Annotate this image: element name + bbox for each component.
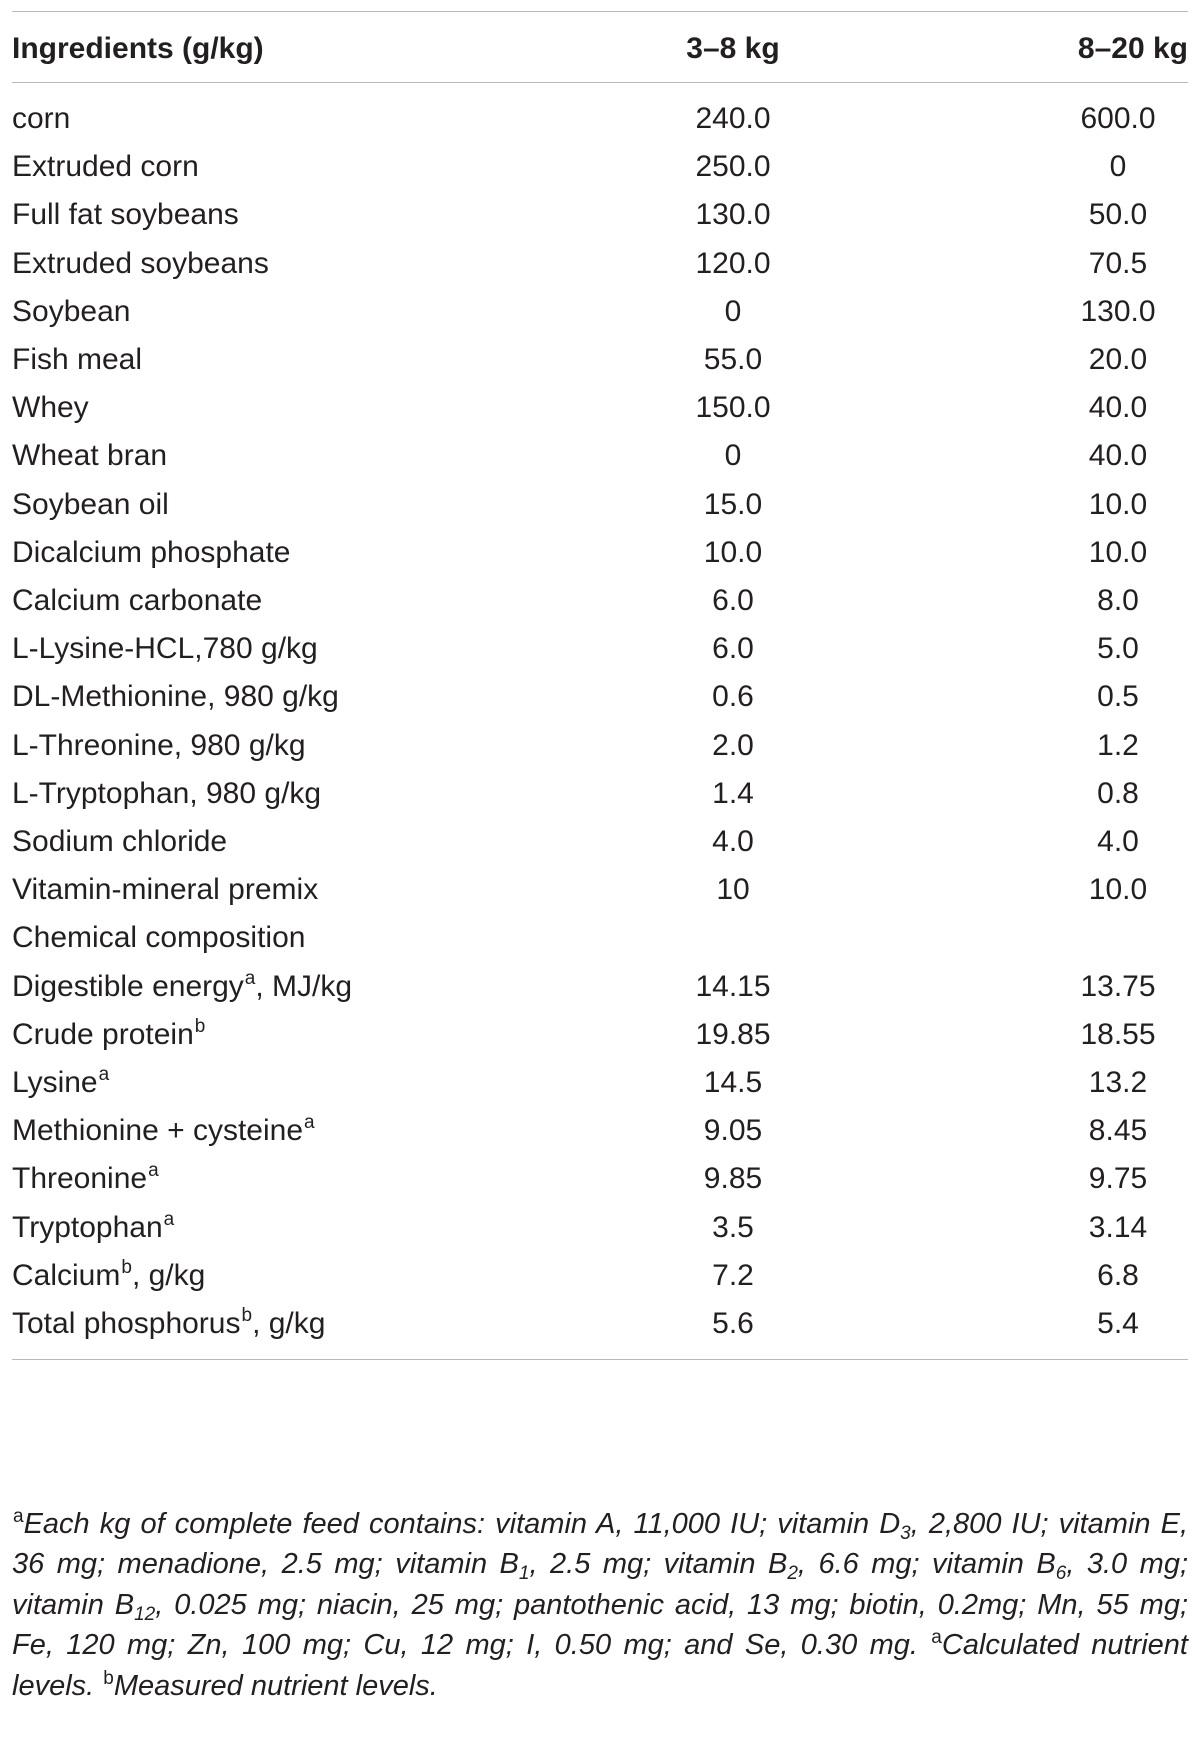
footnote-marker: b xyxy=(241,1305,253,1326)
row-label: Sodium chloride xyxy=(12,825,228,858)
table-row xyxy=(12,237,1188,291)
value-8-20kg: 40.0 xyxy=(1088,439,1148,473)
footnote-marker-a: a xyxy=(13,1506,24,1527)
value-8-20kg: 0.5 xyxy=(1097,680,1139,714)
value-8-20kg: 13.2 xyxy=(1088,1066,1148,1099)
row-label: DL-Methionine, 980 g/kg xyxy=(12,680,339,714)
row-label: L-Threonine, 980 g/kg xyxy=(12,728,306,762)
value-8-20kg: 50.0 xyxy=(1088,198,1148,232)
value-3-8kg: 55.0 xyxy=(703,343,763,376)
row-label: Soybean oil xyxy=(12,487,169,521)
value-3-8kg: 0 xyxy=(724,439,742,473)
row-label: L-Lysine-HCL,780 g/kg xyxy=(12,632,318,666)
value-8-20kg: 600.0 xyxy=(1080,102,1156,135)
table-row xyxy=(12,574,1188,628)
footnote-marker-a: a xyxy=(931,1627,942,1649)
table-row xyxy=(12,1297,1188,1351)
value-3-8kg: 14.15 xyxy=(695,969,771,1003)
row-label: Total phosphorus$^b$, g/kg xyxy=(12,1305,326,1340)
table-row xyxy=(12,1104,1188,1158)
value-8-20kg: 10.0 xyxy=(1088,873,1148,907)
table-row xyxy=(12,670,1188,724)
value-8-20kg: 3.14 xyxy=(1088,1210,1148,1244)
row-label: Calcium$^b$, g/kg xyxy=(12,1256,206,1292)
value-8-20kg: 20.0 xyxy=(1088,343,1148,376)
table-row xyxy=(12,863,1188,917)
value-3-8kg: 0.6 xyxy=(712,680,754,714)
value-8-20kg: 0 xyxy=(1109,150,1127,184)
value-8-20kg: 18.55 xyxy=(1080,1017,1156,1051)
value-3-8kg: 6.0 xyxy=(712,632,754,666)
row-label: Crude protein$^b$ xyxy=(12,1015,206,1051)
table-row xyxy=(12,478,1188,532)
table-row xyxy=(12,911,1188,965)
row-label: Methionine + cysteine$^a$ xyxy=(12,1112,315,1148)
table-row xyxy=(12,815,1188,869)
row-label: Full fat soybeans xyxy=(12,198,239,232)
table-row xyxy=(12,1201,1188,1255)
value-3-8kg: 0 xyxy=(724,294,742,328)
value-3-8kg: 130.0 xyxy=(695,198,771,232)
table-header-rule xyxy=(12,82,1188,83)
value-3-8kg: 7.2 xyxy=(712,1258,754,1292)
value-3-8kg: 4.0 xyxy=(712,825,754,858)
column-header-ingredients: Ingredients (g/kg) xyxy=(12,32,264,65)
footnote-marker: b xyxy=(194,1015,206,1037)
row-label: Chemical composition xyxy=(12,921,306,955)
value-8-20kg: 130.0 xyxy=(1080,294,1156,328)
value-3-8kg: 5.6 xyxy=(712,1307,754,1340)
table-row xyxy=(12,526,1188,580)
table-footnote: $^a$Each kg of complete feed contains: vitamin A, 11,000 IU; vitamin $D_3$, 2,800 IU; vitamin E, 36 mg; menadione, 2.5 mg; vitamin $B_1$, 2.5 mg; vitamin $B_2$, 6.6 mg; vitamin $B_6$, 3.0 mg; vitamin $B_{12}$, 0.025 mg; niacin, 25 mg; pantothenic acid, 13 mg; biotin, 0.2mg; Mn, 55 mg; Fe, 120 mg; Zn, 100 mg; Cu, 12 mg; I, 0.50 mg; and Se, 0.30 mg. $^a$Calculated nutrient levels. $^b$Measured nutrient levels. xyxy=(12,1506,1189,1702)
row-label: Extruded soybeans xyxy=(12,246,269,280)
table-row xyxy=(12,767,1188,821)
row-label: corn xyxy=(12,102,71,135)
value-8-20kg: 0.8 xyxy=(1097,776,1139,810)
table-row xyxy=(12,188,1188,242)
footnote-marker: a xyxy=(98,1064,110,1085)
value-8-20kg: 8.0 xyxy=(1097,584,1139,617)
footnote-marker-b: b xyxy=(103,1667,114,1689)
column-header-3-8kg: 3–8 kg xyxy=(686,32,780,65)
row-label: Fish meal xyxy=(12,343,143,376)
value-3-8kg: 9.05 xyxy=(703,1114,763,1148)
table-top-rule xyxy=(12,11,1188,12)
value-3-8kg: 14.5 xyxy=(703,1066,763,1099)
footnote-marker: a xyxy=(244,967,256,989)
table-row xyxy=(12,960,1188,1014)
column-header-8-20kg: 8–20 kg xyxy=(1077,32,1188,65)
table-row xyxy=(12,92,1188,146)
value-8-20kg: 13.75 xyxy=(1080,969,1156,1003)
table-row xyxy=(12,285,1188,339)
value-3-8kg: 3.5 xyxy=(712,1210,754,1244)
value-8-20kg: 9.75 xyxy=(1088,1162,1148,1196)
value-8-20kg: 5.4 xyxy=(1097,1307,1139,1340)
row-label: Wheat bran xyxy=(12,439,168,473)
row-label: L-Tryptophan, 980 g/kg xyxy=(12,776,322,810)
value-3-8kg: 10 xyxy=(716,873,750,907)
table-row xyxy=(12,622,1188,676)
value-8-20kg: 1.2 xyxy=(1097,728,1139,762)
value-3-8kg: 120.0 xyxy=(695,246,771,280)
table-bottom-rule xyxy=(12,1359,1188,1360)
value-3-8kg: 1.4 xyxy=(712,776,754,810)
table-header-row xyxy=(12,22,1188,76)
value-3-8kg: 19.85 xyxy=(695,1017,771,1051)
row-label: Vitamin-mineral premix xyxy=(12,873,319,907)
table-row xyxy=(12,719,1188,773)
value-3-8kg: 15.0 xyxy=(703,487,763,521)
value-3-8kg: 6.0 xyxy=(712,584,754,617)
footnote-marker: b xyxy=(121,1256,132,1278)
footnote-marker: a xyxy=(304,1112,315,1134)
value-8-20kg: 40.0 xyxy=(1088,391,1148,425)
table-row xyxy=(12,1008,1188,1062)
row-label: Calcium carbonate xyxy=(12,584,263,617)
value-3-8kg: 2.0 xyxy=(712,728,754,762)
table-row xyxy=(12,333,1188,387)
footnote-marker: a xyxy=(163,1208,175,1230)
row-label: Whey xyxy=(12,391,89,425)
value-8-20kg: 4.0 xyxy=(1097,825,1139,858)
table-row xyxy=(12,1056,1188,1110)
table-row xyxy=(12,429,1188,483)
value-8-20kg: 5.0 xyxy=(1097,632,1139,666)
table-row xyxy=(12,1152,1188,1206)
table-row xyxy=(12,381,1188,435)
value-3-8kg: 250.0 xyxy=(695,150,771,184)
value-8-20kg: 10.0 xyxy=(1088,535,1148,569)
value-3-8kg: 240.0 xyxy=(695,102,771,135)
row-label: Digestible energy$^a$, MJ/kg xyxy=(12,967,353,1003)
value-8-20kg: 70.5 xyxy=(1088,246,1148,280)
value-8-20kg: 10.0 xyxy=(1088,487,1148,521)
footnote-marker: a xyxy=(148,1160,159,1182)
value-8-20kg: 8.45 xyxy=(1088,1114,1148,1148)
table-row xyxy=(12,1249,1188,1303)
value-3-8kg: 150.0 xyxy=(695,391,771,425)
row-label: Extruded corn xyxy=(12,150,199,184)
value-3-8kg: 9.85 xyxy=(703,1162,763,1196)
row-label: Threonine$^a$ xyxy=(12,1160,159,1196)
row-label: Dicalcium phosphate xyxy=(12,535,291,569)
row-label: Tryptophan$^a$ xyxy=(12,1208,175,1244)
row-label: Soybean xyxy=(12,294,131,328)
row-label: Lysine$^a$ xyxy=(12,1064,110,1099)
value-8-20kg: 6.8 xyxy=(1097,1258,1139,1292)
table-row xyxy=(12,140,1188,194)
value-3-8kg: 10.0 xyxy=(703,535,763,569)
